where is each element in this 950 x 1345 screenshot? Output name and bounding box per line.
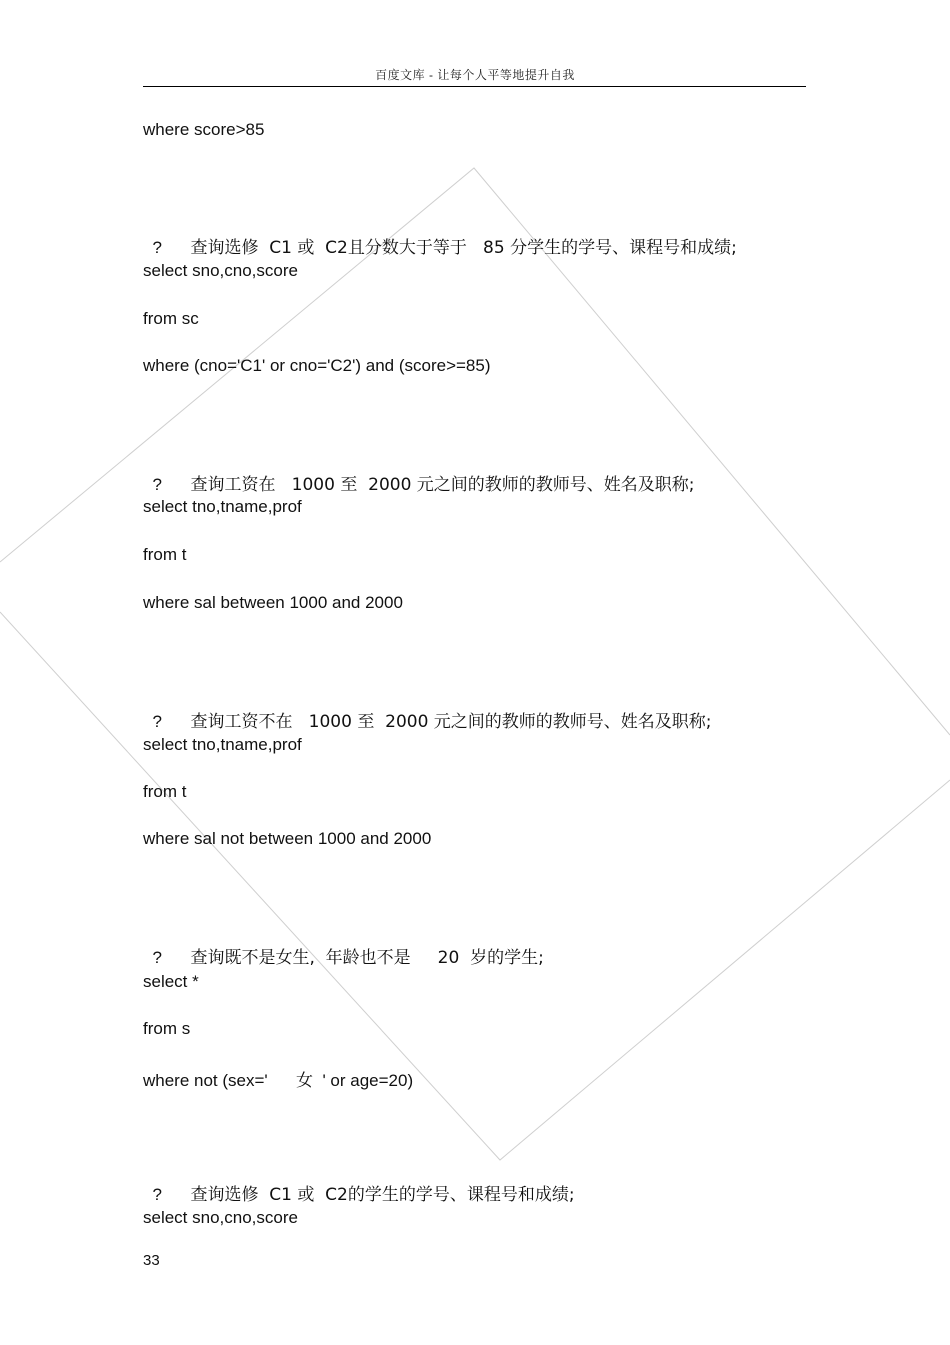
bullet-marker: ? [152,1185,162,1204]
query-description: 查询工资不在 1000 至 2000 元之间的教师的教师号、姓名及职称; [190,712,712,732]
sql-line: from sc [143,309,199,328]
header-rule [143,86,806,87]
query-item [143,1160,575,1205]
sql-line: select tno,tname,prof [143,735,302,754]
query-item [143,923,544,968]
sql-line: from t [143,545,187,564]
query-item [143,213,737,258]
sql-line: select tno,tname,prof [143,497,302,516]
query-description: 查询既不是女生, 年龄也不是 20 岁的学生; [190,948,544,968]
sql-line: where not (sex=' 女 ' or age=20) [143,1071,414,1090]
sql-line: select * [143,972,199,991]
bullet-marker: ? [152,712,162,731]
sql-line: from t [143,782,187,801]
bullet-marker: ? [152,948,162,967]
page-number: 33 [143,1252,160,1269]
sql-line: select sno,cno,score [143,1208,298,1227]
bullet-marker: ? [152,238,162,257]
query-item [143,450,695,495]
sql-line: where sal between 1000 and 2000 [143,593,403,612]
query-description: 查询选修 C1 或 C2且分数大于等于 85 分学生的学号、课程号和成绩; [190,238,737,258]
query-description: 查询工资在 1000 至 2000 元之间的教师的教师号、姓名及职称; [190,475,695,495]
sql-line: where (cno='C1' or cno='C2') and (score>=85) [143,356,491,375]
bullet-marker: ? [152,475,162,494]
query-item [143,687,712,732]
sql-line: select sno,cno,score [143,261,298,280]
query-description: 查询选修 C1 或 C2的学生的学号、课程号和成绩; [190,1185,575,1205]
page-header: 百度文库 - 让每个人平等地提升自我 [375,68,575,82]
sql-line: where score>85 [143,120,265,139]
sql-line: where sal not between 1000 and 2000 [143,829,432,848]
sql-line: from s [143,1019,191,1038]
